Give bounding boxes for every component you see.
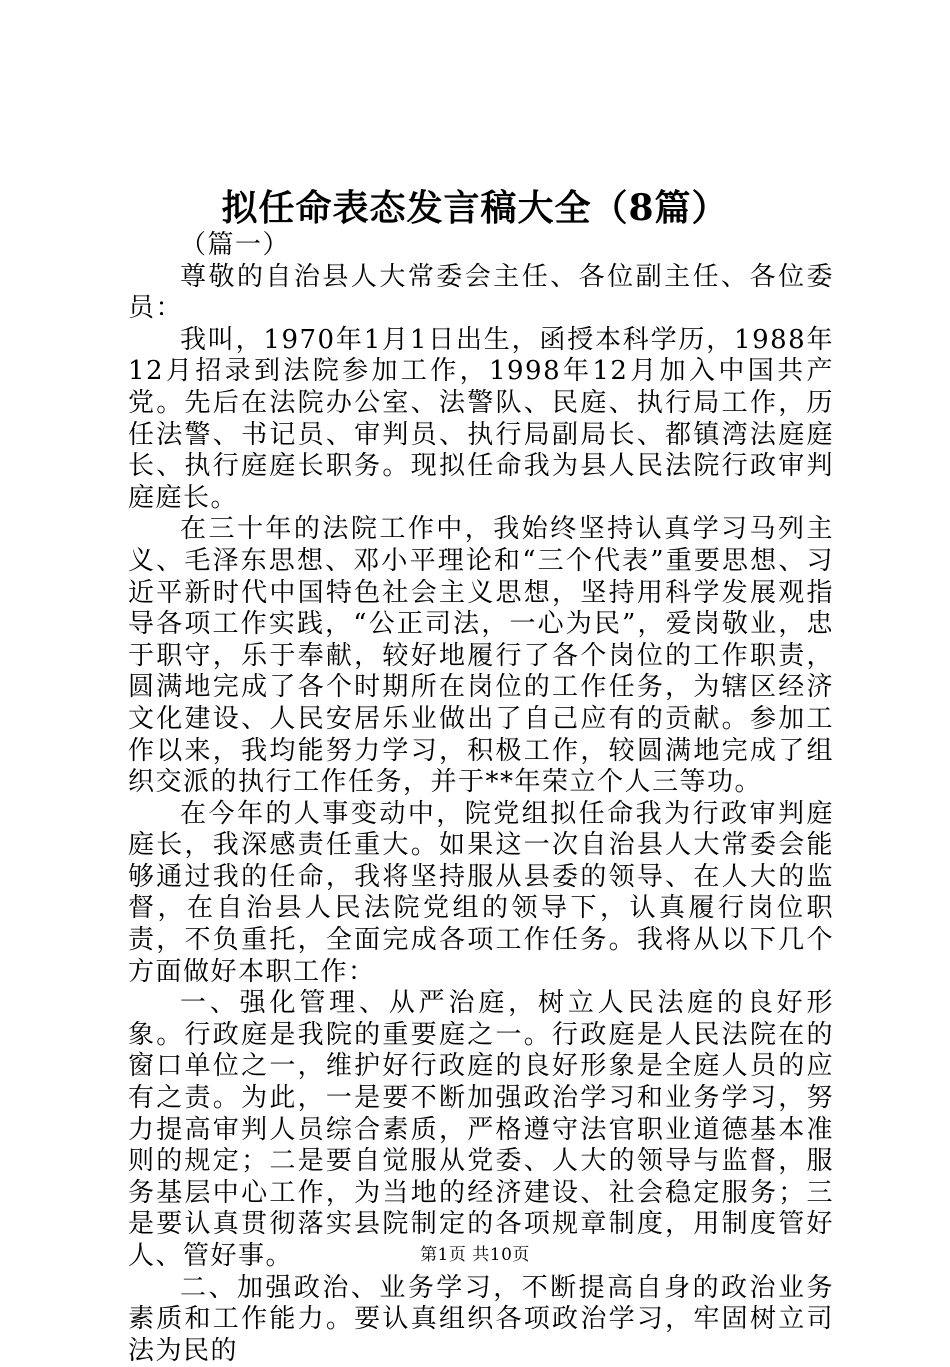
salutation: 尊敬的自治县人大常委会主任、各位副主任、各位委员： bbox=[128, 261, 834, 324]
document-body bbox=[128, 230, 834, 1367]
page-footer: 第1页 共10页 bbox=[420, 1245, 530, 1265]
section-heading: （篇一） bbox=[180, 230, 291, 260]
paragraph-appointment: 在今年的人事变动中，院党组拟任命我为行政审判庭庭长，我深感责任重大。如果这一次自治县人大常委会能够通过我的任命，我将坚持服从县委的领导、在人大的监督，在自治县人民法院党组的领导下，认真履行岗位职责，不负重托，全面完成各项工作任务。我将从以下几个方面做好本职工作： bbox=[128, 798, 834, 987]
paragraph-point-one: 一、强化管理、从严治庭，树立人民法庭的良好形象。行政庭是我院的重要庭之一。行政庭是人民法院在的窗口单位之一，维护好行政庭的良好形象是全庭人员的应有之责。为此，一是要不断加强政治学习和业务学习，努力提高审判人员综合素质，严格遵守法官职业道德基本准则的规定；二是要自觉服从党委、人大的领导与监督，服务基层中心工作，为当地的经济建设、社会稳定服务；三是要认真贯彻落实县院制定的各项规章制度，用制度管好人、管好事。 bbox=[128, 988, 834, 1271]
paragraph-intro: 我叫，1970年1月1日出生，函授本科学历，1988年12月招录到法院参加工作，1998年12月加入中国共产党。先后在法院办公室、法警队、民庭、执行局工作，历任法警、书记员、审判员、执行局副局长、都镇湾法庭庭长、执行庭庭长职务。现拟任命我为县人民法院行政审判庭庭长。 bbox=[128, 324, 834, 513]
paragraph-point-two: 二、加强政治、业务学习，不断提高自身的政治业务素质和工作能力。要认真组织各项政治学习，牢固树立司法为民的 bbox=[128, 1272, 834, 1366]
paragraph-career: 在三十年的法院工作中，我始终坚持认真学习马列主义、毛泽东思想、邓小平理论和“三个代表”重要思想、习近平新时代中国特色社会主义思想，坚持用科学发展观指导各项工作实践，“公正司法，一心为民”，爱岗敬业，忠于职守，乐于奉献，较好地履行了各个岗位的工作职责，圆满地完成了各个时期所在岗位的工作任务，为辖区经济文化建设、人民安居乐业做出了自己应有的贡献。参加工作以来，我均能努力学习，积极工作，较圆满地完成了组织交派的执行工作任务，并于**年荣立个人三等功。 bbox=[128, 514, 834, 798]
document-title: 拟任命表态发言稿大全（8篇） bbox=[221, 187, 729, 229]
